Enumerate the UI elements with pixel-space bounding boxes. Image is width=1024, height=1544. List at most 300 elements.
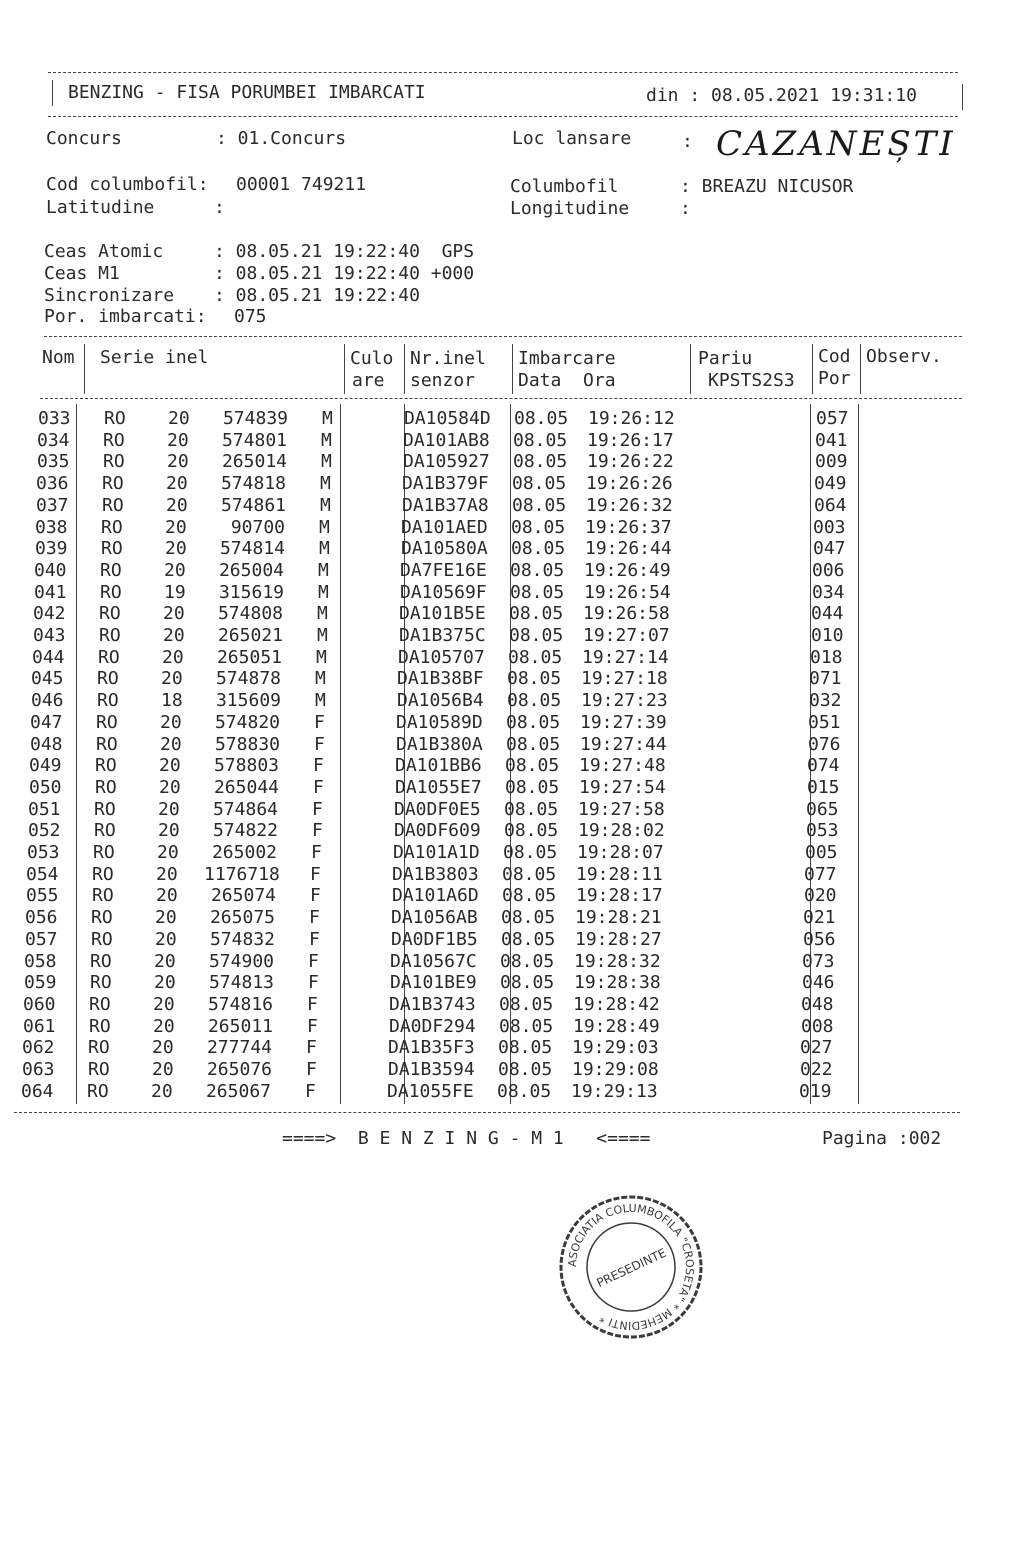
cell-sex: F [305,1080,316,1102]
table-top-rule [44,336,962,337]
cell-nr-inel: 1176718 [204,863,280,885]
cell-tara: RO [88,1037,110,1059]
cell-cod-por: 056 [803,928,836,950]
stamp-center-text: PRESEDINTE [594,1245,669,1291]
cell-ora: 19:27:14 [582,646,669,668]
cell-cod-por: 022 [800,1059,833,1080]
cell-senzor: DA1B38BF [397,668,484,690]
cell-an: 20 [152,1037,174,1059]
cell-an: 20 [160,733,182,755]
cell-senzor: DA1B3594 [388,1059,475,1080]
table-bottom-rule [14,1112,960,1113]
cell-nr-inel: 574864 [212,798,278,820]
cell-nom: 043 [33,625,66,646]
cell-an: 20 [166,473,188,495]
longitudine-colon: : [680,198,691,219]
cell-sex: M [321,429,332,451]
cell-cod-por: 041 [815,429,848,451]
cell-ora: 19:27:39 [580,711,667,733]
loc-lansare-handwritten: CAZANEȘTI [716,124,956,164]
table-row [0,994,1009,1016]
cell-tara: RO [94,820,116,842]
cell-tara: RO [103,429,125,451]
cell-senzor: DA105927 [403,451,490,473]
cell-data: 08.05 [510,559,565,581]
cell-data: 08.05 [506,733,561,755]
col-header-culoare-2: are [352,370,385,391]
cell-cod-por: 034 [812,581,845,603]
table-row [0,647,1018,669]
cell-an: 20 [165,538,187,560]
cell-nom: 062 [22,1037,55,1059]
cell-sex: M [317,625,328,646]
cell-senzor: DA101A1D [393,842,480,863]
cell-senzor: DA1B35F3 [388,1037,475,1059]
loc-lansare-label: Loc lansare [512,128,632,149]
cell-nom: 037 [36,494,69,516]
cell-ora: 19:26:44 [585,538,672,560]
cell-nom: 054 [26,863,59,885]
cell-tara: RO [90,972,112,994]
col-header-cod-1: Cod [818,346,851,367]
cell-an: 20 [168,408,190,429]
cell-data: 08.05 [501,907,556,929]
cell-ora: 19:28:21 [575,907,662,929]
cell-data: 08.05 [506,711,561,733]
cell-an: 20 [159,755,181,777]
header-bottom-rule [48,116,958,117]
cell-senzor: DA1056B4 [397,690,484,712]
header-top-rule [48,72,958,73]
cell-cod-por: 044 [811,603,844,625]
cell-nom: 048 [30,733,63,755]
cell-cod-por: 018 [810,646,843,668]
concurs-label: Concurs [46,128,122,149]
table-row [0,690,1017,712]
cell-data: 08.05 [505,776,560,798]
cell-tara: RO [104,408,126,429]
cell-senzor: DA7FE16E [400,559,487,581]
cell-nr-inel: 574816 [207,993,273,1015]
cell-tara: RO [89,1015,111,1037]
cell-sex: M [319,538,330,560]
cell-sex: F [307,993,318,1015]
cell-data: 08.05 [497,1080,552,1102]
latitudine-label: Latitudine [46,197,155,218]
table-row [0,582,1020,604]
cell-sex: M [317,603,328,625]
cell-data: 08.05 [514,408,569,429]
cell-nr-inel: 315619 [218,581,284,603]
cell-an: 20 [158,798,180,820]
cell-ora: 19:29:13 [571,1080,658,1102]
cell-an: 18 [161,690,183,712]
cell-nr-inel: 265074 [210,885,276,907]
cell-an: 19 [164,581,186,603]
cell-an: 20 [152,1059,174,1080]
concurs-value: : 01.Concurs [216,128,347,149]
cell-data: 08.05 [504,798,559,820]
cell-senzor: DA1B3803 [392,863,479,885]
cell-nom: 045 [31,668,64,690]
cell-an: 20 [167,429,189,451]
cell-an: 20 [158,820,180,842]
cell-sex: F [310,885,321,907]
cell-nom: 042 [33,603,66,625]
cell-an: 20 [166,494,188,516]
cell-nr-inel: 574832 [209,928,275,950]
cell-an: 20 [154,972,176,994]
cell-cod-por: 005 [805,842,838,863]
cell-nom: 039 [35,538,68,560]
cell-data: 08.05 [502,885,557,907]
cell-sex: M [320,473,331,495]
cell-senzor: DA1B380A [396,733,483,755]
cell-nr-inel: 265014 [221,451,287,473]
cell-ora: 19:29:08 [572,1059,659,1080]
cell-nom: 047 [30,711,63,733]
cell-cod-por: 008 [801,1015,834,1037]
cell-nr-inel: 265021 [217,625,283,646]
cell-ora: 19:28:32 [574,950,661,972]
cell-ora: 19:26:32 [586,494,673,516]
sincronizare-value: : 08.05.21 19:22:40 [214,285,420,306]
ceas-atomic-value: : 08.05.21 19:22:40 GPS [214,241,475,262]
cell-data: 08.05 [500,972,555,994]
sep-pariu-header [812,344,813,394]
cell-nr-inel: 574822 [212,820,278,842]
cell-nom: 053 [27,842,60,863]
cell-nom: 046 [31,690,64,712]
columbofil-value: : BREAZU NICUSOR [680,176,854,197]
cell-nr-inel: 574900 [208,950,274,972]
cell-nom: 036 [36,473,69,495]
cell-cod-por: 076 [808,733,841,755]
cell-nom: 050 [29,776,62,798]
cell-tara: RO [102,494,124,516]
cell-data: 08.05 [499,1015,554,1037]
col-header-nrinel-1: Nr.inel [410,348,486,369]
cell-nom: 061 [23,1015,56,1037]
table-row [0,668,1017,690]
cell-tara: RO [97,668,119,690]
cell-data: 08.05 [513,451,568,473]
cell-ora: 19:26:54 [584,581,671,603]
cell-senzor: DA0DF1B5 [391,928,478,950]
cell-nr-inel: 574839 [222,408,288,429]
table-row [0,929,1011,951]
table-row [0,495,1022,517]
cell-cod-por: 010 [811,625,844,646]
cell-nr-inel: 265067 [205,1080,271,1102]
cell-senzor: DA101AB8 [403,429,490,451]
cell-sex: F [311,842,322,863]
latitudine-colon: : [214,197,225,218]
table-row [0,560,1020,582]
cell-senzor: DA105707 [398,646,485,668]
col-header-imbarcare-1: Imbarcare [518,348,616,369]
cell-ora: 19:27:18 [581,668,668,690]
cell-cod-por: 009 [815,451,848,473]
cell-tara: RO [96,733,118,755]
stamp-ring-text: ASOCIATIA COLUMBOFILA "CROSETA" * MEHEDINTI * [565,1201,697,1333]
cell-cod-por: 064 [814,494,847,516]
cell-tara: RO [91,907,113,929]
cell-ora: 19:26:37 [585,516,672,538]
cell-senzor: DA0DF294 [389,1015,476,1037]
cell-data: 08.05 [512,473,567,495]
cell-nom: 055 [26,885,59,907]
cell-tara: RO [95,776,117,798]
cell-ora: 19:27:54 [579,776,666,798]
cell-nr-inel: 315609 [215,690,281,712]
cell-cod-por: 021 [803,907,836,929]
cell-data: 08.05 [498,1059,553,1080]
cell-an: 20 [156,863,178,885]
cell-nom: 064 [21,1080,54,1102]
cell-ora: 19:28:27 [575,928,662,950]
cell-cod-por: 071 [809,668,842,690]
cell-nr-inel: 265044 [213,776,279,798]
cell-tara: RO [99,603,121,625]
cell-nom: 051 [28,798,61,820]
cell-data: 08.05 [501,928,556,950]
cell-an: 20 [153,1015,175,1037]
cell-tara: RO [90,950,112,972]
table-row [0,734,1016,756]
cell-nr-inel: 574878 [215,668,281,690]
cell-data: 08.05 [509,625,564,646]
cell-nr-inel: 574861 [220,494,286,516]
ceas-m1-value: : 08.05.21 19:22:40 +000 [214,263,475,284]
longitudine-label: Longitudine [510,198,630,219]
cell-cod-por: 027 [800,1037,833,1059]
cell-an: 20 [155,928,177,950]
table-row [0,430,1023,452]
cell-data: 08.05 [499,993,554,1015]
cell-senzor: DA1B375C [399,625,486,646]
por-imbarcati-value: 075 [234,306,267,327]
cell-cod-por: 051 [808,711,841,733]
cell-senzor: DA1055FE [387,1080,474,1102]
cell-senzor: DA1B37A8 [402,494,489,516]
cell-cod-por: 074 [807,755,840,777]
sep-serie-header [344,344,345,394]
cell-ora: 19:26:22 [587,451,674,473]
cell-data: 08.05 [513,429,568,451]
cell-tara: RO [94,798,116,820]
cell-ora: 19:27:58 [578,798,665,820]
cell-data: 08.05 [512,494,567,516]
table-row [0,885,1012,907]
cell-cod-por: 015 [807,776,840,798]
cell-nr-inel: 265051 [216,646,282,668]
cell-sex: F [308,972,319,994]
cell-sex: F [312,820,323,842]
cell-nom: 059 [24,972,57,994]
cell-senzor: DA1B3743 [389,993,476,1015]
cell-senzor: DA101BE9 [390,972,477,994]
cell-tara: RO [89,993,111,1015]
cell-an: 20 [156,885,178,907]
cell-senzor: DA10589D [396,711,483,733]
cell-sex: M [322,408,333,429]
table-row [0,1059,1008,1081]
sep-nrinel-header [512,344,513,394]
cell-senzor: DA101B5E [399,603,486,625]
cell-cod-por: 019 [799,1080,832,1102]
cell-nr-inel: 265011 [207,1015,273,1037]
cell-nr-inel: 574814 [219,538,285,560]
cell-nom: 058 [24,950,57,972]
col-header-pariu-2: KPSTS2S3 [708,370,795,391]
cell-sex: M [321,451,332,473]
cell-sex: F [310,863,321,885]
cell-sex: M [316,646,327,668]
col-header-imbarcare-2: Data Ora [518,370,616,391]
columbofil-label: Columbofil [510,176,619,197]
col-header-nom: Nom [42,347,75,368]
table-row [0,712,1016,734]
document-title: BENZING - FISA PORUMBEI IMBARCATI [68,82,426,103]
cell-nom: 044 [32,646,65,668]
col-header-observ: Observ. [866,346,942,367]
cell-tara: RO [92,885,114,907]
cell-nr-inel: 265076 [206,1059,272,1080]
loc-lansare-colon: : [682,131,693,152]
table-row [0,408,1024,430]
cell-sex: F [313,776,324,798]
cell-senzor: DA1B379F [402,473,489,495]
cell-data: 08.05 [503,842,558,863]
cell-tara: RO [96,711,118,733]
cell-tara: RO [95,755,117,777]
cell-nr-inel: 265002 [211,842,277,863]
table-row [0,799,1014,821]
cell-cod-por: 047 [813,538,846,560]
cell-senzor: DA1055E7 [395,776,482,798]
sep-nom-header [84,344,85,394]
cell-senzor: DA101AED [401,516,488,538]
cell-tara: RO [88,1059,110,1080]
sincronizare-label: Sincronizare [44,285,175,306]
cell-ora: 19:28:07 [577,842,664,863]
cell-nom: 049 [29,755,62,777]
table-row [0,864,1012,886]
cell-data: 08.05 [511,538,566,560]
cell-senzor: DA101BB6 [395,755,482,777]
table-row [0,755,1015,777]
table-row [0,972,1010,994]
cell-tara: RO [91,928,113,950]
cell-cod-por: 049 [814,473,847,495]
cell-sex: M [319,516,330,538]
cell-ora: 19:26:12 [588,408,675,429]
cell-an: 20 [157,842,179,863]
cell-ora: 19:28:38 [574,972,661,994]
cell-cod-por: 046 [802,972,835,994]
cell-nr-inel: 578830 [214,733,280,755]
cell-tara: RO [100,581,122,603]
ceas-atomic-label: Ceas Atomic [44,241,164,262]
col-header-pariu-1: Pariu [698,348,753,369]
cell-sex: F [307,1015,318,1037]
cell-nom: 052 [28,820,61,842]
cell-sex: F [312,798,323,820]
cell-nom: 038 [35,516,68,538]
cell-cod-por: 065 [806,798,839,820]
cell-nr-inel: 574808 [217,603,283,625]
cell-nr-inel: 265075 [209,907,275,929]
cell-tara: RO [101,538,123,560]
cell-sex: F [306,1037,317,1059]
sep-imbarcare-header [690,344,691,394]
cell-ora: 19:26:26 [586,473,673,495]
cell-ora: 19:26:58 [583,603,670,625]
col-header-cod-2: Por [818,368,851,389]
cell-data: 08.05 [502,863,557,885]
cell-ora: 19:29:03 [572,1037,659,1059]
page-number: Pagina :002 [822,1128,942,1149]
cell-an: 20 [167,451,189,473]
cell-data: 08.05 [498,1037,553,1059]
cell-ora: 19:26:49 [584,559,671,581]
ceas-m1-label: Ceas M1 [44,263,120,284]
cell-sex: F [308,950,319,972]
cell-ora: 19:28:17 [576,885,663,907]
table-row [0,473,1022,495]
cell-sex: F [314,711,325,733]
cell-an: 20 [164,559,186,581]
sep-culo-header [404,344,405,394]
cell-cod-por: 032 [809,690,842,712]
cell-cod-por: 073 [802,950,835,972]
col-header-serie: Serie inel [100,347,209,368]
table-row [0,777,1015,799]
cell-an: 20 [154,950,176,972]
cell-an: 20 [160,711,182,733]
cell-nom: 060 [23,993,56,1015]
cell-tara: RO [99,625,121,646]
cell-senzor: DA10567C [390,950,477,972]
cell-an: 20 [163,603,185,625]
cell-sex: F [306,1059,317,1080]
cell-cod-por: 077 [804,863,837,885]
cell-an: 20 [162,646,184,668]
cell-an: 20 [165,516,187,538]
cod-columbofil-label: Cod columbofil: [46,174,209,195]
cell-senzor: DA10584D [404,408,491,429]
table-row [0,1037,1008,1059]
header-left-border [52,80,53,106]
cell-data: 08.05 [510,581,565,603]
cell-cod-por: 006 [812,559,845,581]
cell-sex: F [314,733,325,755]
cell-data: 08.05 [507,690,562,712]
cell-sex: F [309,907,320,929]
col-header-culoare-1: Culo [350,348,394,369]
table-row [0,451,1023,473]
cell-senzor: DA10569F [400,581,487,603]
cell-nom: 041 [34,581,67,603]
cell-nr-inel: 574801 [221,429,287,451]
cod-columbofil-value: 00001 749211 [236,174,367,195]
cell-sex: M [320,494,331,516]
cell-data: 08.05 [500,950,555,972]
cell-an: 20 [151,1080,173,1102]
cell-ora: 19:28:11 [576,863,663,885]
cell-sex: F [313,755,324,777]
